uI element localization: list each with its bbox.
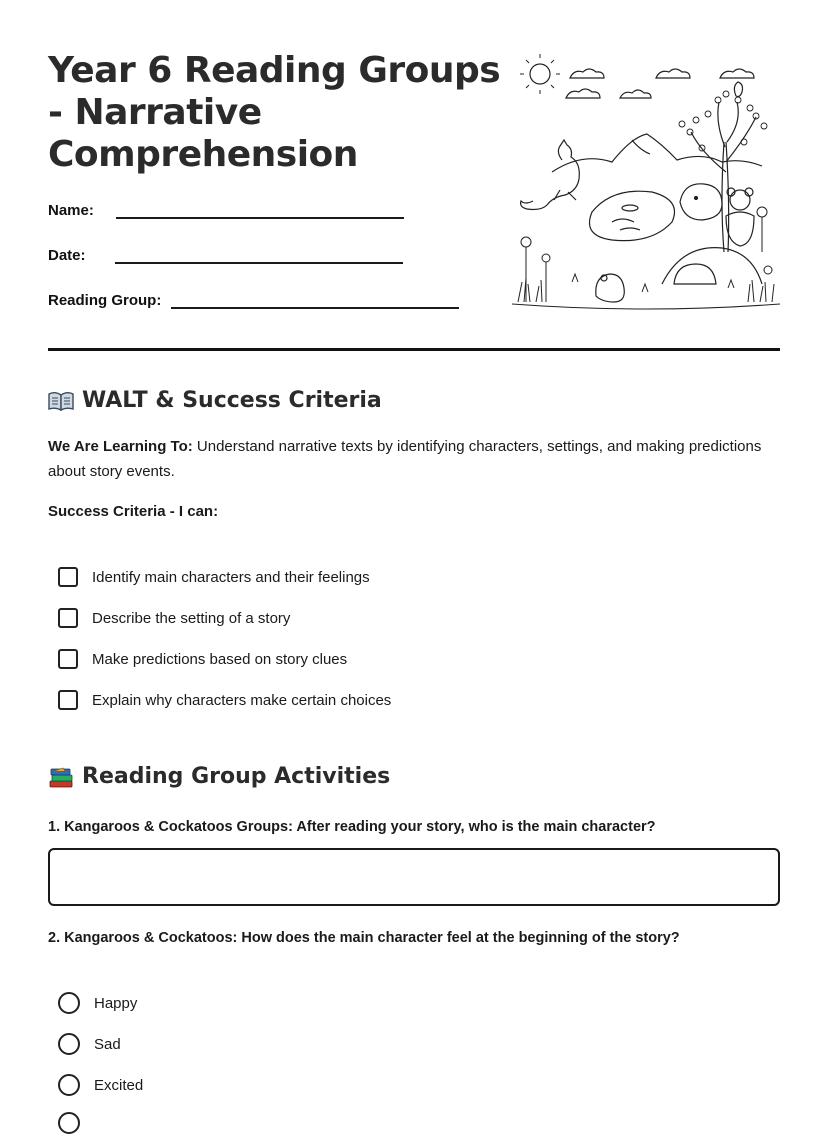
wombat-icon	[674, 264, 716, 284]
criteria-label: Make predictions based on story clues	[92, 650, 348, 668]
option-label: Sad	[94, 1035, 121, 1053]
name-label: Name:	[48, 202, 94, 219]
walt-statement	[48, 434, 783, 484]
option-label: Excited	[94, 1076, 144, 1094]
option-radio[interactable]	[58, 1033, 80, 1055]
criteria-item[interactable]	[58, 567, 370, 587]
question-2-label: 2. Kangaroos & Cockatoos: How does the main character feel at the beginning of the story?	[48, 930, 680, 946]
possum-icon	[596, 274, 625, 302]
walt-heading-text: WALT & Success Criteria	[82, 388, 382, 413]
cloud-icon	[566, 69, 754, 98]
option-radio[interactable]	[58, 992, 80, 1014]
name-input-line[interactable]	[116, 203, 404, 219]
criteria-item[interactable]	[58, 690, 391, 710]
page-title: Year 6 Reading Groups - Narrative Comprehension	[48, 50, 501, 175]
date-label: Date:	[48, 247, 86, 264]
option-radio[interactable]	[58, 1112, 80, 1134]
reading-group-input-line[interactable]	[171, 293, 459, 309]
header-divider	[48, 348, 780, 351]
criteria-label: Identify main characters and their feelings	[92, 568, 370, 586]
question-1-answer-input[interactable]	[48, 848, 780, 906]
wombat-icon	[680, 184, 722, 220]
australian-bush-illustration	[512, 52, 780, 314]
name-field-row	[48, 202, 404, 219]
option-label: Happy	[94, 994, 138, 1012]
criteria-checkbox[interactable]	[58, 567, 78, 587]
question-2-option[interactable]	[58, 992, 137, 1014]
option-radio[interactable]	[58, 1074, 80, 1096]
criteria-label: Explain why characters make certain choices	[92, 691, 392, 709]
criteria-checkbox[interactable]	[58, 608, 78, 628]
criteria-item[interactable]	[58, 608, 290, 628]
activities-heading-text: Reading Group Activities	[82, 764, 391, 789]
question-2-option[interactable]	[58, 1074, 143, 1096]
kangaroo-icon	[521, 140, 580, 210]
question-2-option-partial[interactable]	[58, 1112, 80, 1134]
question-1-label: 1. Kangaroos & Cockatoos Groups: After reading your story, who is the main character?	[48, 819, 656, 835]
activities-section-heading	[48, 764, 390, 789]
criteria-checkbox[interactable]	[58, 690, 78, 710]
reading-group-label: Reading Group:	[48, 292, 162, 309]
date-input-line[interactable]	[115, 248, 403, 264]
criteria-checkbox[interactable]	[58, 649, 78, 669]
date-field-row	[48, 247, 403, 264]
question-2-option[interactable]	[58, 1033, 121, 1055]
walt-lead-text: Understand narrative texts by identifying characters, settings, and making predictions about story events.	[48, 438, 762, 480]
koala-icon	[726, 188, 754, 246]
stacked-books-icon	[48, 766, 74, 788]
reading-group-field-row	[48, 292, 459, 309]
success-criteria-heading: Success Criteria - I can:	[48, 503, 219, 520]
open-book-icon	[48, 390, 74, 412]
walt-lead-label: We Are Learning To:	[48, 438, 193, 455]
criteria-item[interactable]	[58, 649, 347, 669]
sun-icon	[520, 54, 560, 94]
walt-section-heading	[48, 388, 382, 413]
criteria-label: Describe the setting of a story	[92, 609, 291, 627]
